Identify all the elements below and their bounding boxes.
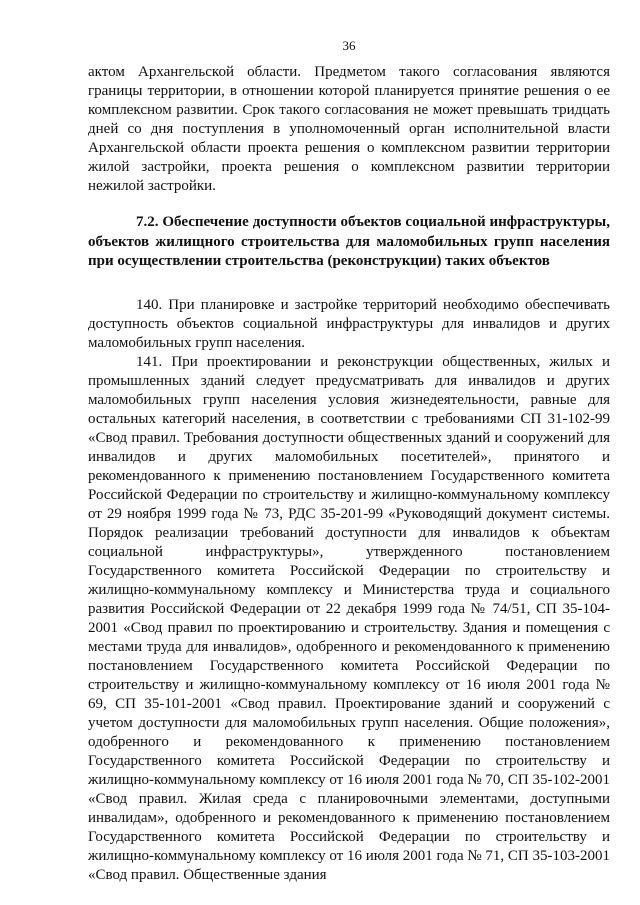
page-number: 36 (342, 38, 356, 53)
paragraph-141: 141. При проектировании и реконструкции общественных, жилых и промышленных зданий следует предусматривать для инвалидов и других маломобильных групп населения условия жизнедеятельности, равные для остальных категорий населения, в соответствии с требованиями СП 31-102-99 «Свод правил. Требования доступности общественных зданий и сооружений для инвалидов и других маломобильных посетителей», принятого и рекомендованного к применению постановлением Государственного комитета Российской Федерации по строительству и жилищно-коммунальному комплексу от 29 ноября 1999 года № 73, РДС 35-201-99 «Руководящий документ системы. Порядок реализации требований доступности для инвалидов к объектам социальной инфраструктуры», утвержденного постановлением Государственного комитета Российской Федерации по строительству и жилищно-коммунальному комплексу и Министерства труда и социального развития Российской Федерации от 22 декабря 1999 года № 74/51, СП 35-104-2001 «Свод правил по проектированию и строительству. Здания и помещения с местами труда для инвалидов», одобренного и рекомендованного к применению постановлением Государственного комитета Российской Федерации по строительству и жилищно-коммунальному комплексу от 16 июля 2001 года № 69, СП 35-101-2001 «Свод правил. Проектирование зданий и сооружений с учетом доступности для маломобильных групп населения. Общие положения», одобренного и рекомендованного к применению постановлением Государственного комитета Российской Федерации по строительству и жилищно-коммунальному комплексу от 16 июля 2001 года № 70, СП 35-102-2001 «Свод правил. Жилая среда с планировочными элементами, доступными инвалидам», одобренного и рекомендованного к применению постановлением Государственного комитета Российской Федерации по строительству и жилищно-коммунальному комплексу от 16 июля 2001 года № 71, СП 35-103-2001 «Свод правил. Общественные здания (88, 354, 610, 883)
paragraph-140: 140. При планировке и застройке территорий необходимо обеспечивать доступность объектов социальной инфраструктуры для инвалидов и других маломобильных групп населения. (88, 297, 610, 351)
section-heading: 7.2. Обеспечение доступности объектов социальной инфраструктуры, объектов жилищного строительства для маломобильных групп населения при осуществлении строительства (реконструкции) таких объектов (88, 214, 610, 269)
continuation-paragraph: актом Архангельской области. Предметом такого согласования являются границы территории, в отношении которой планируется принятие решения о ее комплексном развитии. Срок такого согласования не может превышать тридцать дней со дня поступления в уполномоченный орган исполнительной власти Архангельской области проекта решения о комплексном развитии территории жилой застройки, проекта решения о комплексном развитии территории нежилой застройки. (88, 64, 610, 194)
